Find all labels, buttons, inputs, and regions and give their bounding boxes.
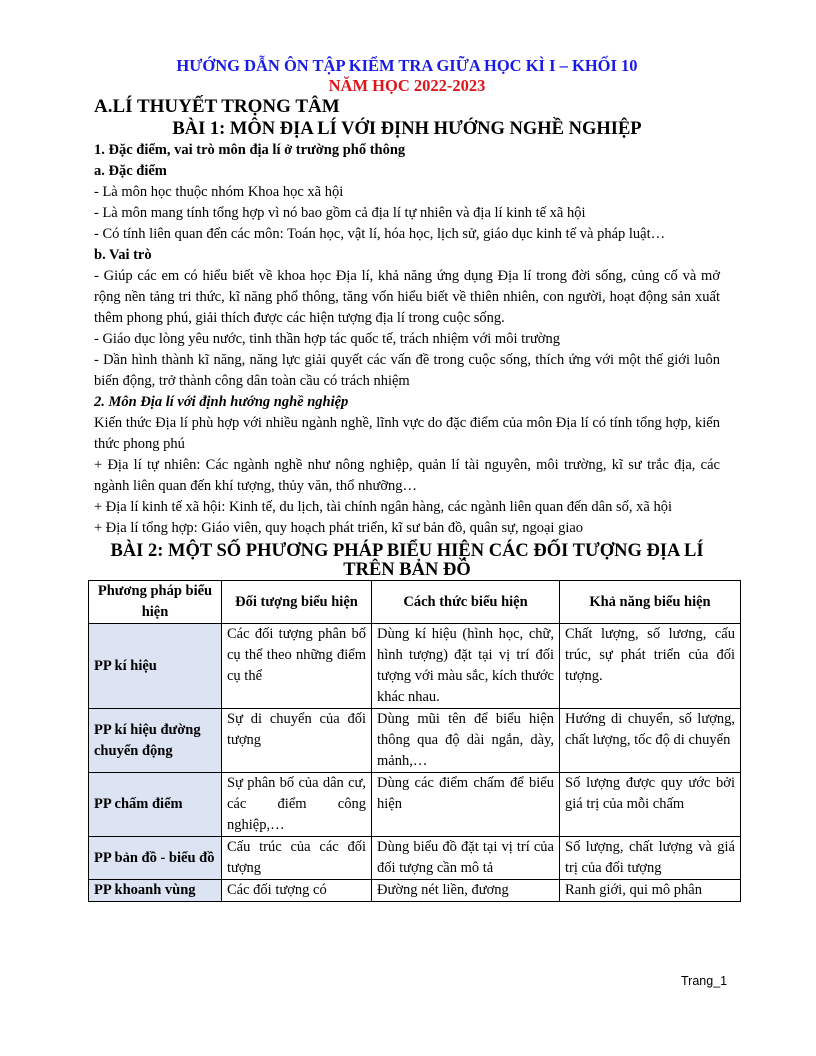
table-cell: Dùng mũi tên để biểu hiện thông qua độ dài ngắn, dày, mảnh,… xyxy=(372,709,560,773)
characteristic-item: - Là môn học thuộc nhóm Khoa học xã hội xyxy=(94,184,344,200)
document-title: HƯỚNG DẪN ÔN TẬP KIỂM TRA GIỮA HỌC KÌ I – KHỐI 10 xyxy=(176,56,638,75)
career-item: + Địa lí tổng hợp: Giáo viên, quy hoạch phát triển, kĩ sư bản đồ, quân sự, ngoại giao xyxy=(94,520,584,536)
method-name: PP kí hiệu xyxy=(89,624,222,709)
table-cell: Sự phân bố của dân cư, các điểm công nghiệp,… xyxy=(222,773,372,837)
lesson1-part2-heading: 2. Môn Địa lí với định hướng nghề nghiệp xyxy=(94,394,349,410)
table-row xyxy=(89,837,741,880)
lesson1-part1-heading: 1. Đặc điểm, vai trò môn địa lí ở trường phổ thông xyxy=(94,142,406,158)
section-a-heading: A.LÍ THUYẾT TRỌNG TÂM xyxy=(94,96,340,117)
career-paragraph: Kiến thức Địa lí phù hợp với nhiều ngành nghề, lĩnh vực do đặc điểm của môn Địa lí có tính tổng hợp, kiến thức phong phú xyxy=(94,415,720,452)
career-item: + Địa lí kinh tế xã hội: Kinh tế, du lịch, tài chính ngân hàng, các ngành liên quan đến dân số, xã hội xyxy=(94,499,672,515)
table-cell: Số lượng được quy ước bởi giá trị của mỗi chấm xyxy=(560,773,741,837)
school-year: NĂM HỌC 2022-2023 xyxy=(328,76,486,95)
characteristic-item: - Có tính liên quan đến các môn: Toán học, vật lí, hóa học, lịch sử, giáo dục kinh tế và pháp luật… xyxy=(94,226,666,242)
lesson2-title-line2: TRÊN BẢN ĐỒ xyxy=(343,560,471,580)
table-header: Cách thức biểu hiện xyxy=(372,581,560,624)
table-header: Phương pháp biểu hiện xyxy=(89,581,222,624)
method-name: PP kí hiệu đường chuyển động xyxy=(89,709,222,773)
table-cell: Ranh giới, qui mô phân xyxy=(560,880,741,902)
table-cell: Các đối tượng phân bố cụ thể theo những điểm cụ thể xyxy=(222,624,372,709)
table-cell: Dùng các điểm chấm để biểu hiện xyxy=(372,773,560,837)
lesson2-title: BÀI 2: MỘT SỐ PHƯƠNG PHÁP BIỂU HIỆN CÁC ĐỐI TƯỢNG ĐỊA LÍ xyxy=(110,541,704,561)
table-cell: Hướng di chuyển, số lượng, chất lượng, tốc độ di chuyển xyxy=(560,709,741,773)
table-row xyxy=(89,880,741,902)
role-item: - Giúp các em có hiểu biết về khoa học Địa lí, khả năng ứng dụng Địa lí trong đời sống, củng cố và mở rộng nền tảng tri thức, kĩ năng phổ thông, tăng vốn hiểu biết về thiên nhiên, con người, hoạt động sản xuất thêm phong phú, giải thích được các hiện tượng địa lí trong cuộc sống. xyxy=(94,268,720,326)
table-header: Khả năng biểu hiện xyxy=(560,581,741,624)
table-cell: Sự di chuyển của đối tượng xyxy=(222,709,372,773)
table-header: Đối tượng biểu hiện xyxy=(222,581,372,624)
role-item: - Giáo dục lòng yêu nước, tinh thần hợp tác quốc tế, trách nhiệm với môi trường xyxy=(94,331,560,347)
table-cell: Dùng kí hiệu (hình học, chữ, hình tượng) đặt tại vị trí đối tượng với màu sắc, kích thước khác nhau. xyxy=(372,624,560,709)
method-name: PP khoanh vùng xyxy=(89,880,222,902)
role-heading: b. Vai trò xyxy=(94,247,152,263)
document-page xyxy=(94,56,735,902)
lesson1-title: BÀI 1: MÔN ĐỊA LÍ VỚI ĐỊNH HƯỚNG NGHỀ NGHIỆP xyxy=(172,119,642,139)
table-cell: Các đối tượng có xyxy=(222,880,372,902)
method-name: PP chấm điểm xyxy=(89,773,222,837)
table-row xyxy=(89,709,741,773)
characteristics-heading: a. Đặc điểm xyxy=(94,163,167,179)
table-row xyxy=(89,773,741,837)
table-row xyxy=(89,624,741,709)
table-cell: Dùng biểu đồ đặt tại vị trí của đối tượng cần mô tả xyxy=(372,837,560,880)
table-cell: Chất lượng, số lương, cấu trúc, sự phát triển của đối tượng. xyxy=(560,624,741,709)
characteristic-item: - Là môn mang tính tổng hợp vì nó bao gồm cả địa lí tự nhiên và địa lí kinh tế xã hội xyxy=(94,205,586,221)
career-item: + Địa lí tự nhiên: Các ngành nghề như nông nghiệp, quản lí tài nguyên, môi trường, kĩ sư trắc địa, các ngành liên quan đến khí tượng, thủy văn, thổ nhưỡng… xyxy=(94,457,720,494)
table-cell: Đường nét liền, đương xyxy=(372,880,560,902)
page-number: Trang_1 xyxy=(681,974,728,988)
methods-table xyxy=(88,580,741,902)
method-name: PP bản đồ - biểu đồ xyxy=(89,837,222,880)
table-cell: Cấu trúc của các đối tượng xyxy=(222,837,372,880)
role-item: - Dần hình thành kĩ năng, năng lực giải quyết các vấn đề trong cuộc sống, thích ứng với một thế giới luôn biến động, trở thành công dân toàn cầu có trách nhiệm xyxy=(94,352,720,389)
table-cell: Số lượng, chất lượng và giá trị của đối tượng xyxy=(560,837,741,880)
table-header-row xyxy=(89,581,741,624)
